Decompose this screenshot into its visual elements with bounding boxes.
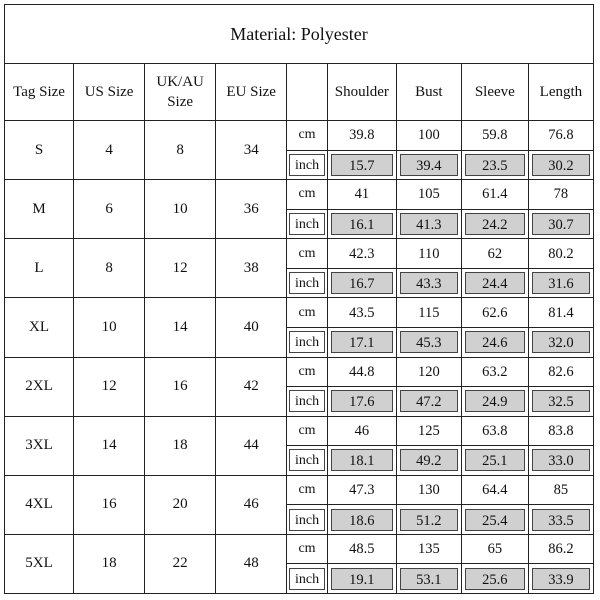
bust-inch-value: 39.4 (400, 154, 458, 176)
sleeve-cm-value: 63.8 (482, 422, 508, 439)
header-unit (287, 64, 328, 121)
unit-inch-cell (287, 150, 328, 180)
bust-inch-value: 45.3 (400, 331, 458, 353)
shoulder-inch-value: 17.1 (331, 331, 393, 353)
bust-inch-cell (396, 327, 461, 357)
unit-inch-cell (287, 387, 328, 417)
unit-cm-label: cm (287, 180, 328, 210)
tag-size-cell: S (5, 121, 74, 180)
header-tag-size: Tag Size (5, 64, 74, 121)
ukau-size-cell: 8 (145, 121, 216, 180)
ukau-size-cell: 20 (145, 475, 216, 534)
bust-inch-cell (396, 268, 461, 298)
eu-size-cell: 46 (216, 475, 287, 534)
unit-cm-label: cm (287, 298, 328, 328)
tag-size-cell: 2XL (5, 357, 74, 416)
bust-inch-value: 49.2 (400, 449, 458, 471)
shoulder-inch-value: 17.6 (331, 390, 393, 412)
table-body (5, 121, 594, 594)
length-inch-cell (528, 564, 593, 594)
length-inch-value: 31.6 (532, 272, 590, 294)
bust-cm-cell (396, 475, 461, 505)
sleeve-cm-cell (461, 475, 528, 505)
shoulder-cm-cell (327, 357, 396, 387)
bust-cm-cell (396, 416, 461, 446)
length-cm-cell (528, 534, 593, 564)
unit-cm-label: cm (287, 121, 328, 151)
header-bust: Bust (396, 64, 461, 121)
length-inch-cell (528, 209, 593, 239)
length-inch-cell (528, 327, 593, 357)
us-size-cell: 8 (74, 239, 145, 298)
length-cm-cell (528, 357, 593, 387)
shoulder-cm-cell (327, 121, 396, 151)
us-size-cell: 12 (74, 357, 145, 416)
sleeve-inch-value: 24.2 (465, 213, 525, 235)
ukau-size-cell: 12 (145, 239, 216, 298)
us-size-cell: 16 (74, 475, 145, 534)
sleeve-inch-cell (461, 268, 528, 298)
us-size-cell: 6 (74, 180, 145, 239)
length-inch-value: 33.9 (532, 568, 590, 590)
us-size-cell: 4 (74, 121, 145, 180)
unit-inch-cell (287, 268, 328, 298)
shoulder-inch-cell (327, 446, 396, 476)
header-ukau-line2: Size (167, 94, 194, 110)
sleeve-cm-value: 65 (487, 541, 503, 558)
sleeve-inch-cell (461, 564, 528, 594)
tag-size-cell: M (5, 180, 74, 239)
sleeve-cm-value: 59.8 (482, 127, 508, 144)
length-cm-value: 81.4 (548, 304, 574, 321)
tag-size-cell: 4XL (5, 475, 74, 534)
unit-inch-cell (287, 564, 328, 594)
length-inch-value: 30.7 (532, 213, 590, 235)
unit-inch-label: inch (289, 213, 325, 235)
table-row-cm (5, 298, 594, 328)
table-row-cm (5, 475, 594, 505)
length-cm-cell (528, 416, 593, 446)
table-row-cm (5, 357, 594, 387)
shoulder-inch-value: 19.1 (331, 568, 393, 590)
bust-inch-value: 41.3 (400, 213, 458, 235)
sleeve-inch-value: 25.1 (465, 449, 525, 471)
length-cm-value: 85 (553, 482, 569, 499)
us-size-cell: 14 (74, 416, 145, 475)
length-inch-value: 32.0 (532, 331, 590, 353)
shoulder-cm-value: 47.3 (349, 482, 375, 499)
bust-cm-cell (396, 180, 461, 210)
unit-inch-cell (287, 446, 328, 476)
sleeve-cm-cell (461, 357, 528, 387)
shoulder-cm-value: 46 (354, 422, 370, 439)
shoulder-cm-value: 39.8 (349, 127, 375, 144)
us-size-cell: 18 (74, 534, 145, 593)
ukau-size-cell: 14 (145, 298, 216, 357)
bust-inch-value: 47.2 (400, 390, 458, 412)
length-inch-cell (528, 268, 593, 298)
shoulder-inch-value: 16.1 (331, 213, 393, 235)
unit-inch-cell (287, 209, 328, 239)
length-inch-value: 33.5 (532, 509, 590, 531)
size-table (4, 4, 594, 594)
sleeve-inch-cell (461, 505, 528, 535)
shoulder-cm-cell (327, 239, 396, 269)
shoulder-inch-cell (327, 505, 396, 535)
sleeve-cm-cell (461, 121, 528, 151)
unit-inch-cell (287, 327, 328, 357)
unit-cm-label: cm (287, 534, 328, 564)
table-row-cm (5, 121, 594, 151)
shoulder-cm-value: 42.3 (349, 245, 375, 262)
unit-inch-label: inch (289, 331, 325, 353)
shoulder-cm-cell (327, 475, 396, 505)
header-sleeve: Sleeve (461, 64, 528, 121)
bust-cm-value: 110 (418, 245, 440, 262)
header-shoulder: Shoulder (327, 64, 396, 121)
tag-size-cell: L (5, 239, 74, 298)
eu-size-cell: 44 (216, 416, 287, 475)
bust-inch-value: 51.2 (400, 509, 458, 531)
header-row (5, 64, 594, 121)
ukau-size-cell: 18 (145, 416, 216, 475)
sleeve-inch-value: 24.9 (465, 390, 525, 412)
sleeve-inch-cell (461, 327, 528, 357)
sleeve-cm-value: 61.4 (482, 186, 508, 203)
bust-inch-value: 53.1 (400, 568, 458, 590)
shoulder-cm-value: 44.8 (349, 363, 375, 380)
eu-size-cell: 34 (216, 121, 287, 180)
bust-cm-value: 135 (417, 541, 440, 558)
tag-size-cell: 5XL (5, 534, 74, 593)
shoulder-inch-cell (327, 150, 396, 180)
length-inch-value: 33.0 (532, 449, 590, 471)
sleeve-inch-value: 24.6 (465, 331, 525, 353)
bust-cm-cell (396, 534, 461, 564)
shoulder-cm-cell (327, 180, 396, 210)
unit-inch-cell (287, 505, 328, 535)
tag-size-cell: 3XL (5, 416, 74, 475)
unit-inch-label: inch (289, 390, 325, 412)
shoulder-cm-value: 48.5 (349, 541, 375, 558)
eu-size-cell: 38 (216, 239, 287, 298)
bust-cm-value: 125 (417, 422, 440, 439)
unit-inch-label: inch (289, 568, 325, 590)
sleeve-cm-cell (461, 534, 528, 564)
length-cm-cell (528, 475, 593, 505)
header-ukau-line1: UK/AU (156, 74, 204, 90)
bust-inch-cell (396, 387, 461, 417)
size-chart (4, 4, 594, 594)
table-row-cm (5, 239, 594, 269)
header-eu-size: EU Size (216, 64, 287, 121)
header-ukau-size (145, 64, 216, 121)
length-cm-cell (528, 180, 593, 210)
shoulder-cm-cell (327, 416, 396, 446)
sleeve-cm-value: 62.6 (482, 304, 508, 321)
shoulder-inch-value: 18.6 (331, 509, 393, 531)
length-cm-cell (528, 121, 593, 151)
bust-cm-value: 105 (417, 186, 440, 203)
shoulder-cm-value: 43.5 (349, 304, 375, 321)
table-row-cm (5, 180, 594, 210)
sleeve-cm-value: 64.4 (482, 482, 508, 499)
length-cm-cell (528, 298, 593, 328)
ukau-size-cell: 22 (145, 534, 216, 593)
unit-cm-label: cm (287, 357, 328, 387)
shoulder-cm-cell (327, 534, 396, 564)
unit-cm-label: cm (287, 416, 328, 446)
shoulder-inch-cell (327, 564, 396, 594)
shoulder-inch-cell (327, 387, 396, 417)
bust-cm-value: 120 (417, 363, 440, 380)
length-inch-cell (528, 505, 593, 535)
table-title: Material: Polyester (5, 5, 594, 64)
shoulder-inch-value: 16.7 (331, 272, 393, 294)
length-cm-value: 83.8 (548, 422, 574, 439)
sleeve-cm-value: 62 (487, 245, 503, 262)
shoulder-inch-value: 18.1 (331, 449, 393, 471)
sleeve-cm-cell (461, 180, 528, 210)
sleeve-cm-cell (461, 416, 528, 446)
bust-inch-cell (396, 564, 461, 594)
shoulder-cm-value: 41 (354, 186, 370, 203)
bust-inch-cell (396, 446, 461, 476)
shoulder-inch-value: 15.7 (331, 154, 393, 176)
bust-cm-cell (396, 121, 461, 151)
shoulder-inch-cell (327, 327, 396, 357)
length-cm-value: 78 (553, 186, 569, 203)
table-row-cm (5, 416, 594, 446)
length-cm-cell (528, 239, 593, 269)
bust-cm-value: 130 (417, 482, 440, 499)
sleeve-cm-value: 63.2 (482, 363, 508, 380)
eu-size-cell: 48 (216, 534, 287, 593)
sleeve-inch-value: 23.5 (465, 154, 525, 176)
shoulder-cm-cell (327, 298, 396, 328)
length-inch-cell (528, 150, 593, 180)
sleeve-inch-value: 25.4 (465, 509, 525, 531)
length-inch-value: 32.5 (532, 390, 590, 412)
sleeve-cm-cell (461, 239, 528, 269)
eu-size-cell: 36 (216, 180, 287, 239)
length-cm-value: 86.2 (548, 541, 574, 558)
bust-cm-cell (396, 357, 461, 387)
bust-inch-value: 43.3 (400, 272, 458, 294)
length-inch-cell (528, 446, 593, 476)
length-inch-value: 30.2 (532, 154, 590, 176)
bust-cm-value: 115 (418, 304, 440, 321)
unit-inch-label: inch (289, 154, 325, 176)
table-row-cm (5, 534, 594, 564)
sleeve-inch-value: 25.6 (465, 568, 525, 590)
bust-cm-cell (396, 298, 461, 328)
ukau-size-cell: 16 (145, 357, 216, 416)
tag-size-cell: XL (5, 298, 74, 357)
bust-inch-cell (396, 150, 461, 180)
shoulder-inch-cell (327, 268, 396, 298)
sleeve-inch-value: 24.4 (465, 272, 525, 294)
length-cm-value: 82.6 (548, 363, 574, 380)
bust-inch-cell (396, 209, 461, 239)
shoulder-inch-cell (327, 209, 396, 239)
eu-size-cell: 42 (216, 357, 287, 416)
eu-size-cell: 40 (216, 298, 287, 357)
header-us-size: US Size (74, 64, 145, 121)
sleeve-inch-cell (461, 387, 528, 417)
us-size-cell: 10 (74, 298, 145, 357)
ukau-size-cell: 10 (145, 180, 216, 239)
sleeve-inch-cell (461, 446, 528, 476)
bust-cm-value: 100 (417, 127, 440, 144)
header-length: Length (528, 64, 593, 121)
unit-inch-label: inch (289, 509, 325, 531)
sleeve-inch-cell (461, 209, 528, 239)
unit-inch-label: inch (289, 272, 325, 294)
sleeve-cm-cell (461, 298, 528, 328)
bust-cm-cell (396, 239, 461, 269)
sleeve-inch-cell (461, 150, 528, 180)
length-inch-cell (528, 387, 593, 417)
unit-inch-label: inch (289, 449, 325, 471)
unit-cm-label: cm (287, 239, 328, 269)
length-cm-value: 76.8 (548, 127, 574, 144)
unit-cm-label: cm (287, 475, 328, 505)
bust-inch-cell (396, 505, 461, 535)
length-cm-value: 80.2 (548, 245, 574, 262)
